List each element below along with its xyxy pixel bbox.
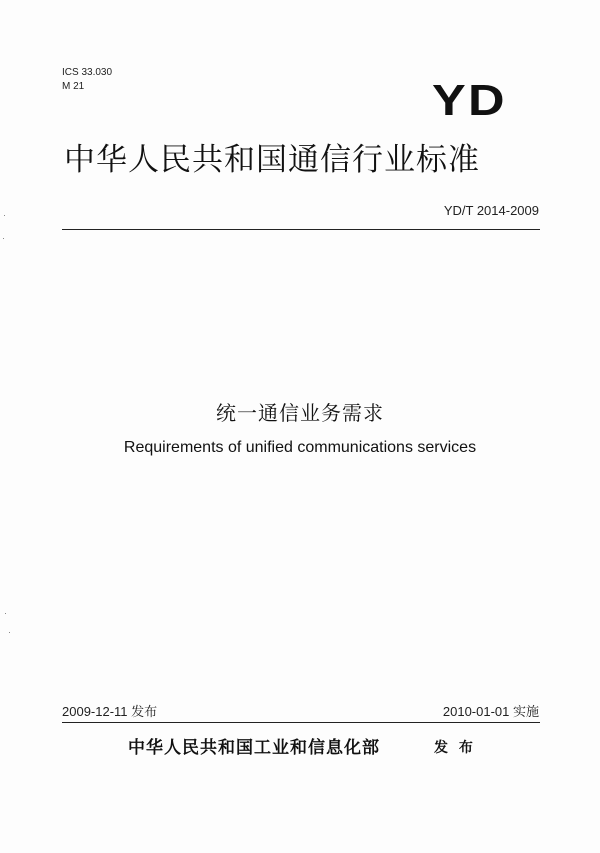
scan-speck — [9, 632, 10, 633]
ics-code: ICS 33.030 — [62, 67, 113, 78]
top-divider — [62, 229, 540, 230]
document-title-english: Requirements of unified communications services — [123, 439, 477, 456]
bottom-divider — [62, 722, 540, 723]
scan-speck — [4, 215, 5, 216]
classification-codes — [62, 66, 112, 94]
implementation-date: 2010-01-01 实施 — [442, 704, 539, 719]
scan-speck — [3, 238, 4, 239]
document-title-chinese: 统一通信业务需求 — [216, 401, 384, 425]
issue-date: 2009-12-11 发布 — [62, 704, 158, 719]
standard-number: YD/T 2014-2009 — [443, 203, 539, 218]
ccs-code: M 21 — [62, 81, 85, 92]
scan-speck — [5, 613, 6, 614]
issuing-action: 发 布 — [434, 740, 476, 756]
standard-logo: YD — [432, 76, 507, 125]
issuing-authority: 中华人民共和国工业和信息化部 — [128, 738, 380, 758]
standard-category-title: 中华人民共和国通信行业标准 — [64, 142, 480, 178]
